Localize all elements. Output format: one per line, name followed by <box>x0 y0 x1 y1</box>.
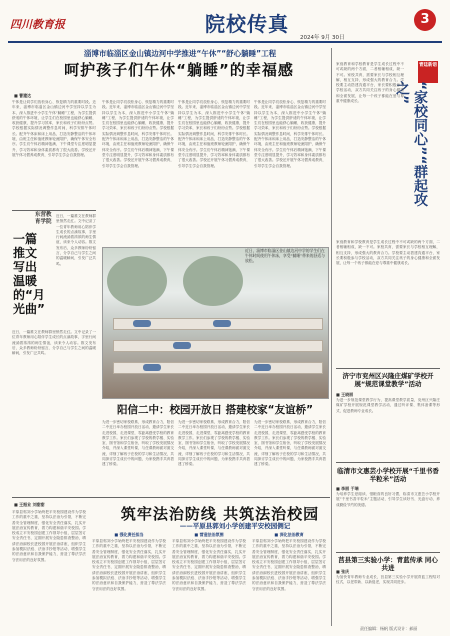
small-divider-1 <box>336 368 440 369</box>
small-article-1-byline: ■ 王晓丽 <box>336 392 354 397</box>
bottom-headline: 筑牢法治防线 共筑法治校园 <box>120 505 320 523</box>
photo-window-light <box>183 256 243 306</box>
photo-student <box>253 364 271 371</box>
column-body-bottom: 家庭教育和学校教育是学生成长过程中不可或缺的两个方面，二者相辅相成，缺一不可。家校共育，需要家长与学校相互理解，相互支持，形成强大的教育合力。学校要主动搭建沟通平台，家长要积极参与学校活动，双方共同关注孩子的身心健康和全面发展，让每一个孩子都能在爱与尊重中健康成长。 <box>336 240 440 266</box>
lead-kicker: 淄博市临淄区金山镇边河中学推进“午休”“舒心躺睡”工程 <box>83 49 277 58</box>
sidebar-author: 东营教育学院 <box>35 212 52 225</box>
bottom-section-head-3: ■ 深化法治教育 <box>274 532 304 537</box>
lead-body-col-3: 午休是让同学们放松身心、恢复精力的重要时段。近年来，淄博市临淄区金山镇边河中学坚持以学生为本，深入推进中小学生午休“躺睡”工程，为学生提供舒适的午休环境，让学生们在校园里也能舒心躺睡，收获健康，提升学习效率，家长和孩子们纷纷点赞。学校根据实际情况调整作息时间，科学安排午休时长。配齐午休床和床上用品，打造安静整洁的午休环境，由班主任和值班教师轮流陪护，确保午休安全有序。学生们午休后精神饱满，下午课堂专注度明显提升，学习效率和身体素质都有了很大改善。学校还开展午休习惯养成教育，引导学生学会自我管理。 <box>178 100 250 168</box>
page-number-badge: 3 <box>414 9 436 31</box>
small-article-2-byline: ■ 李丽 于瑞 <box>336 486 359 491</box>
photo-student <box>213 320 231 327</box>
lead-body-col-4: 午休是让同学们放松身心、恢复精力的重要时段。近年来，淄博市临淄区金山镇边河中学坚持以学生为本，深入推进中小学生午休“躺睡”工程，为学生提供舒适的午休环境，让学生们在校园里也能舒心躺睡，收获健康，提升学习效率，家长和孩子们纷纷点赞。学校根据实际情况调整作息时间，科学安排午休时长。配齐午休床和床上用品，打造安静整洁的午休环境，由班主任和值班教师轮流陪护，确保午休安全有序。学生们午休后精神饱满，下午课堂专注度明显提升，学习效率和身体素质都有了很大改善。学校还开展午休习惯养成教育，引导学生学会自我管理。 <box>254 100 326 168</box>
article-two-col-1: 为进一步密切家校联系，形成教育合力，阳信二中近日举办校园开放日活动，邀请学生家长走进校园，走进课堂，零距离感受学校的教育教学工作。家长们参观了学校的教学楼、实验室、图书馆和学生宿舍，听取了学校发展情况介绍，并深入课堂听课，与任课教师面对面交流，详细了解孩子在校的学习和生活情况，共同探讨学生成长中的问题，为家校携手共育搭建了桥梁。 <box>102 420 174 467</box>
small-article-1-body: 为进一步规范课堂教学行为，提高课堂教学质量，兖州区兴隆庄煤矿学校开展规范课堂教学活动，通过听评课、集体备课等形式，促进教师专业成长。 <box>336 398 440 413</box>
bottom-col-3: 平原县郭刘小学始终把平安校园建设作为学校工作的重中之重，坚持以法治为引领，不断完善安全管理制度，强化安全责任落实，扎实开展法治宣传教育，着力构建和谐平安校园。学校成立平安校园创建工作领导小组，层层签订安全责任书，定期开展安全隐患排查整治，聘请法治副校长进校园开展法治讲座，组织学生参加模拟法庭、法治手抄报等活动，增强学生的法治意识和自我保护能力，营造了尊法学法守法用法的良好氛围。 <box>172 539 246 591</box>
small-article-3-body: 为加快青年教师专业成长，莒县第三实验小学开展青蓝工程结对仪式，以老带新、以新促老，实现共同进步。 <box>336 575 440 585</box>
lead-byline: ■ 曹建达 <box>14 93 32 98</box>
bottom-col-4: 平原县郭刘小学始终把平安校园建设作为学校工作的重中之重，坚持以法治为引领，不断完善安全管理制度，强化安全责任落实，扎实开展法治宣传教育，着力构建和谐平安校园。学校成立平安校园创建工作领导小组，层层签订安全责任书，定期开展安全隐患排查整治，聘请法治副校长进校园开展法治讲座，组织学生参加模拟法庭、法治手抄报等活动，增强学生的法治意识和自我保护能力，营造了尊法学法守法用法的良好氛围。 <box>252 539 326 591</box>
small-article-2-body: 为培养学生爱阅读、惜粮食的良好习惯，临清市文惠芸小学校开展“千里书香半粒米”主题活动，引导学生读好书、光盘行动，养成勤俭节约的美德。 <box>336 492 440 507</box>
photo-student <box>133 320 151 327</box>
footer-editor-line: 责任编辑：杨帆 版式设计：郝丽 <box>360 626 418 631</box>
date-line: 2024年 9月 30日 <box>300 35 345 41</box>
small-article-3-title: 莒县第三实验小学：青蓝传承 同心共进 <box>338 556 438 572</box>
bottom-section-head-2: ■ 营造法治氛围 <box>194 532 224 537</box>
lead-body-col-2: 午休是让同学们放松身心、恢复精力的重要时段。近年来，淄博市临淄区金山镇边河中学坚持以学生为本，深入推进中小学生午休“躺睡”工程，为学生提供舒适的午休环境，让学生们在校园里也能舒心躺睡，收获健康，提升学习效率，家长和孩子们纷纷点赞。学校根据实际情况调整作息时间，科学安排午休时长。配齐午休床和床上用品，打造安静整洁的午休环境，由班主任和值班教师轮流陪护，确保午休安全有序。学生们午休后精神饱满，下午课堂专注度明显提升，学习效率和身体素质都有了很大改善。学校还开展午休习惯养成教育，引导学生学会自我管理。 <box>102 100 174 168</box>
small-article-1-title: 济宁市兖州区兴隆庄煤矿学校开展“规范课堂教学”活动 <box>342 372 434 388</box>
article-two-col-3: 为进一步密切家校联系，形成教育合力，阳信二中近日举办校园开放日活动，邀请学生家长走进校园，走进课堂，零距离感受学校的教育教学工作。家长们参观了学校的教学楼、实验室、图书馆和学生宿舍，听取了学校发展情况介绍，并深入课堂听课，与任课教师面对面交流，详细了解孩子在校的学习和生活情况，共同探讨学生成长中的问题，为家校携手共育搭建了桥梁。 <box>254 420 326 467</box>
small-divider-2 <box>336 462 440 463</box>
sidebar-body-bottom: 近日，一篇推文在教师群里悄然走红。文中记录了一位青年教师用心陪伴学生成长的点滴故事，字里行间流淌着浓浓的师生情谊，读来令人动容。推文发布后，众多教师纷纷留言，分享自己与学生之间的温暖瞬间，引发广泛共鸣。 <box>12 330 96 356</box>
small-article-2-title: 临清市文惠芸小学校开展“千里书香半粒米”活动 <box>337 467 439 483</box>
lead-headline: 呵护孩子们午休“躺睡”的幸福感 <box>64 61 294 79</box>
column-tag: 青廷新语 <box>418 61 438 83</box>
lead-body-col-1: 午休是让同学们放松身心、恢复精力的重要时段。近年来，淄博市临淄区金山镇边河中学坚持以学生为本，深入推进中小学生午休“躺睡”工程，为学生提供舒适的午休环境，让学生们在校园里也能舒心躺睡，收获健康，提升学习效率，家长和孩子们纷纷点赞。学校根据实际情况调整作息时间，科学安排午休时长。配齐午休床和床上用品，打造安静整洁的午休环境，由班主任和值班教师轮流陪护，确保午休安全有序。学生们午休后精神饱满，下午课堂专注度明显提升，学习效率和身体素质都有了很大改善。学校还开展午休习惯养成教育，引导学生学会自我管理。 <box>12 100 96 157</box>
sidebar-divider <box>12 210 96 211</box>
column-body-top: 家庭教育和学校教育是学生成长过程中不可或缺的两个方面，二者相辅相成，缺一不可。家校共育，需要家长与学校相互理解，相互支持，形成强大的教育合力。学校要主动搭建沟通平台，家长要积极参与学校活动，双方共同关注孩子的身心健康和全面发展，让每一个孩子都能在爱与尊重中健康成长。 <box>336 62 404 104</box>
newspaper-logo: 四川教育报 <box>10 18 65 31</box>
sidebar-headline: 一篇推文写出温暖的“月光曲” <box>13 232 45 316</box>
bottom-byline: ■ 王振业 刘甜甜 <box>14 502 45 507</box>
right-column-divider <box>331 48 332 626</box>
small-divider-3 <box>336 552 440 553</box>
photo-caption: 近日，淄博市临淄区金山镇边河中学的学生们在午休时间使用午休床，享受“躺睡”带来的舒适与放松。 <box>245 248 325 263</box>
photo-window-light <box>107 256 167 306</box>
bottom-col-1: 平原县郭刘小学始终把平安校园建设作为学校工作的重中之重，坚持以法治为引领，不断完善安全管理制度，强化安全责任落实，扎实开展法治宣传教育，着力构建和谐平安校园。学校成立平安校园创建工作领导小组，层层签订安全责任书，定期开展安全隐患排查整治，聘请法治副校长进校园开展法治讲座，组织学生参加模拟法庭、法治手抄报等活动，增强学生的法治意识和自我保护能力，营造了尊法学法守法用法的良好氛围。 <box>12 510 86 562</box>
photo-student <box>173 342 191 349</box>
small-article-3-byline: ■ 张庆 <box>336 569 350 574</box>
masthead-rule <box>8 41 442 43</box>
article-two-headline: 阳信二中：校园开放日 搭建校家“友谊桥” <box>117 404 313 416</box>
photo-student <box>143 364 161 371</box>
bottom-section-divider <box>12 497 330 498</box>
bottom-col-2: 平原县郭刘小学始终把平安校园建设作为学校工作的重中之重，坚持以法治为引领，不断完善安全管理制度，强化安全责任落实，扎实开展法治宣传教育，着力构建和谐平安校园。学校成立平安校园创建工作领导小组，层层签订安全责任书，定期开展安全隐患排查整治，聘请法治副校长进校园开展法治讲座，组织学生参加模拟法庭、法治手抄报等活动，增强学生的法治意识和自我保护能力，营造了尊法学法守法用法的良好氛围。 <box>92 539 166 591</box>
column-vertical-headline: “家校同心”“群起攻之” <box>394 81 428 207</box>
section-title: 院校传真 <box>205 12 289 36</box>
bottom-subtitle: ——平原县郭刘小学创建平安校园侧记 <box>179 522 291 530</box>
article-two-col-2: 为进一步密切家校联系，形成教育合力，阳信二中近日举办校园开放日活动，邀请学生家长走进校园，走进课堂，零距离感受学校的教育教学工作。家长们参观了学校的教学楼、实验室、图书馆和学生宿舍，听取了学校发展情况介绍，并深入课堂听课，与任课教师面对面交流，详细了解孩子在校的学习和生活情况，共同探讨学生成长中的问题，为家校携手共育搭建了桥梁。 <box>178 420 250 467</box>
sidebar-body-top: 近日，一篇推文在教师群里悄然走红。文中记录了一位青年教师用心陪伴学生成长的点滴故事，字里行间流淌着浓浓的师生情谊，读来令人动容。推文发布后，众多教师纷纷留言，分享自己与学生之间的温暖瞬间，引发广泛共鸣。 <box>56 214 96 266</box>
bottom-section-head-1: ■ 强化责任担当 <box>114 532 144 537</box>
photo-bed-row <box>113 340 323 352</box>
